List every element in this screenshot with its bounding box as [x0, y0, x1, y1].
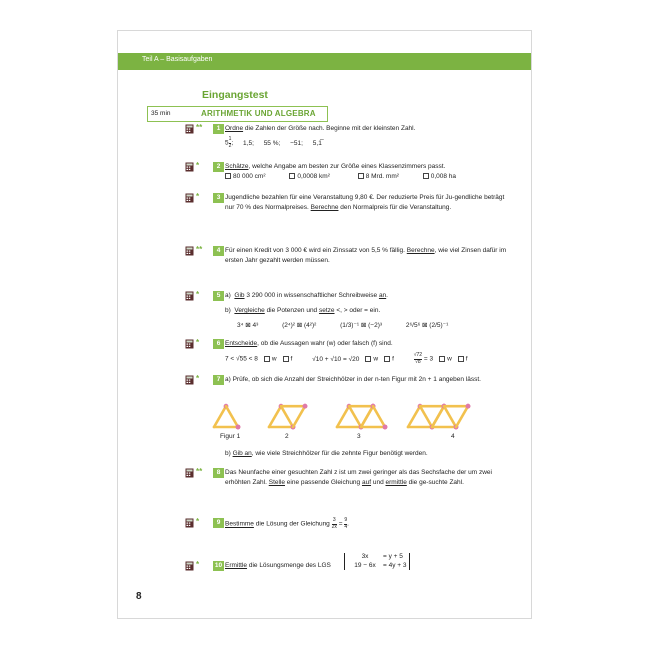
- equation-system: 3x = y + 5 19 − 6x = 4y + 3: [344, 553, 410, 570]
- task-number: 1: [213, 124, 224, 134]
- match-head: [236, 425, 241, 430]
- calculator-icon: [185, 518, 194, 528]
- difficulty-stars: *: [196, 517, 200, 526]
- difficulty-stars: *: [196, 374, 200, 383]
- task-text: Für einen Kredit von 3 000 € wird ein Zinssatz von 5,5 % fällig. Berechne, wie viel Zinsen dafür im ersten Jahr gezahlt werden müssen.: [225, 247, 507, 264]
- difficulty-stars: *: [196, 560, 200, 569]
- figure-label-2: 2: [285, 433, 289, 440]
- calculator-icon: [185, 561, 194, 571]
- task-text: Ermittle die Lösungsmenge des LGS: [225, 562, 331, 569]
- page: [117, 30, 532, 619]
- section-label: ARITHMETIK UND ALGEBRA: [201, 109, 316, 118]
- matchstick: [226, 406, 238, 427]
- figure-label-1: Figur 1: [220, 433, 241, 440]
- page-title: Eingangstest: [202, 89, 268, 101]
- task-number: 9: [213, 518, 224, 528]
- difficulty-stars: *: [196, 290, 200, 299]
- statements: 7 < √55 < 8 w f √10 + √10 = √20 w f $\frac{√72}{√8}$ = 3 w f: [225, 352, 468, 365]
- task-text-a: a) Gib 3 290 000 in wissenschaftlicher Schreibweise an.: [225, 292, 388, 299]
- task-number: 6: [213, 339, 224, 349]
- task-text-b: b) Vergleiche die Potenzen und setze <, > oder = ein.: [225, 307, 381, 314]
- task-text: Bestimme die Lösung der Gleichung $\frac{3}{2x}$ = $\frac{9}{4}$ .: [225, 517, 349, 530]
- task-number: 8: [213, 468, 224, 478]
- page-number: 8: [136, 591, 142, 602]
- matchstick: [349, 406, 361, 427]
- task-number: 3: [213, 193, 224, 203]
- matchstick: [214, 406, 226, 427]
- task-number: 7: [213, 375, 224, 385]
- figure-label-4: 4: [451, 433, 455, 440]
- matchstick: [361, 406, 373, 427]
- task-number: 4: [213, 246, 224, 256]
- difficulty-stars: *: [196, 192, 200, 201]
- difficulty-stars: *: [196, 338, 200, 347]
- match-head: [383, 425, 388, 430]
- matchstick: [456, 406, 468, 427]
- figure-label-3: 3: [357, 433, 361, 440]
- calculator-icon: [185, 468, 194, 478]
- difficulty-stars: *: [196, 161, 200, 170]
- difficulty-stars: **: [196, 467, 203, 476]
- matchstick: [444, 406, 456, 427]
- matchstick: [269, 406, 281, 427]
- matchstick: [420, 406, 432, 427]
- matchstick: [432, 406, 444, 427]
- task-text: Entscheide, ob die Aussagen wahr (w) oder falsch (f) sind.: [225, 340, 393, 347]
- number-list: 5 $\frac{1}{2}$ ; 1,5; 55 %; −51; 5,1̅: [225, 136, 322, 149]
- section-time: 35 min: [151, 110, 171, 117]
- matchstick: [337, 406, 349, 427]
- task-text: Das Neunfache einer gesuchten Zahl z ist um zwei geringer als das Sechsfache der um zwei erhöhten Zahl. Stelle eine passende Gleichung auf und ermittle die ge-suchte Zahl.: [225, 469, 492, 486]
- task-text: Ordne die Zahlen der Größe nach. Beginne mit der kleinsten Zahl.: [225, 125, 416, 132]
- task-number: 10: [214, 562, 223, 569]
- match-head: [303, 404, 308, 409]
- task-text: Jugendliche bezahlen für eine Veranstaltung 9,80 €. Der reduzierte Preis für Ju-gendliche beträgt nur 70 % des Normalpreises. Berechne den Normalpreis für die Veranstaltung.: [225, 194, 505, 211]
- matchstick: [281, 406, 293, 427]
- match-head: [466, 404, 471, 409]
- task-text-a: a) Prüfe, ob sich die Anzahl der Streichhölzer in der n-ten Figur mit 2n + 1 angeben lässt.: [225, 376, 481, 383]
- matchstick: [373, 406, 385, 427]
- task-text: Schätze, welche Angabe am besten zur Größe eines Klassenzimmers passt.: [225, 163, 446, 170]
- task-number: 2: [213, 162, 224, 172]
- power-comparisons: 3⁴ ⊠ 4³ (2⁴)² ⊠ (4²)² (1/3)⁻¹ ⊠ (−2)³ 2⁶/5⁶ ⊠ (2/5)⁻¹: [237, 322, 449, 329]
- task-7-text-b: b) Gib an, wie viele Streichhölzer für die zehnte Figur benötigt werden.: [225, 450, 428, 457]
- band-label: Teil A – Basisaufgaben: [142, 56, 213, 63]
- matchstick: [408, 406, 420, 427]
- answer-options: 80 000 cm² 0,0008 km² 8 Mrd. mm² 0,008 ha: [219, 173, 456, 180]
- difficulty-stars: **: [196, 245, 203, 254]
- task-number: 5: [213, 291, 224, 301]
- matchstick: [293, 406, 305, 427]
- difficulty-stars: **: [196, 123, 203, 132]
